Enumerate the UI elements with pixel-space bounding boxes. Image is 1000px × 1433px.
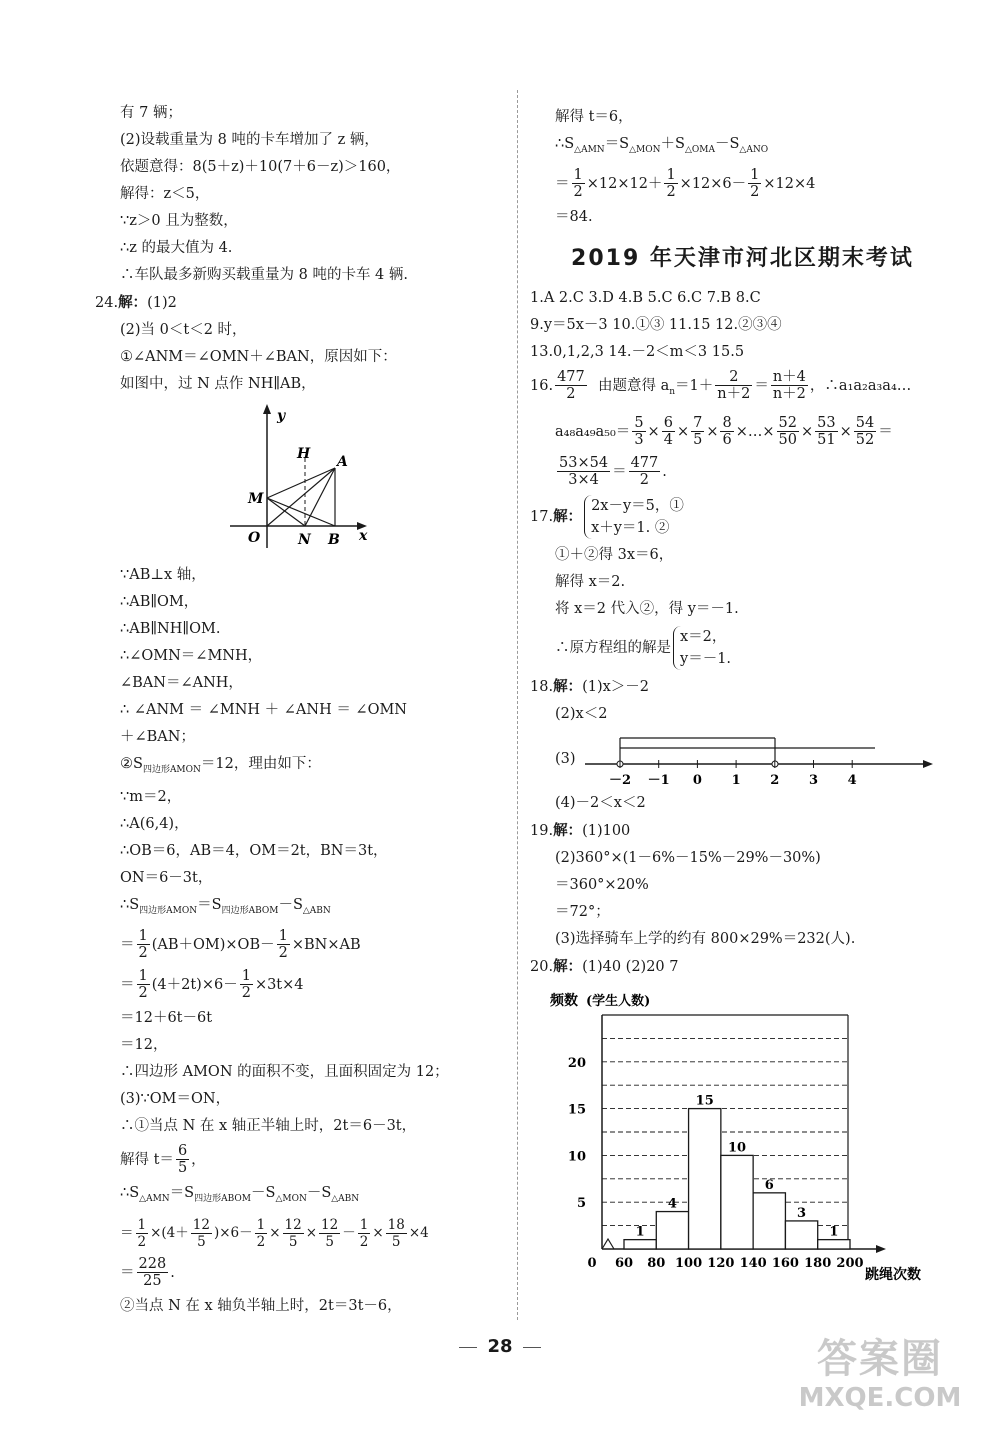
text-line: (2)360°×(1－6%－15%－29%－30%): [555, 849, 821, 866]
left-column: [95, 100, 510, 1320]
formula-line: a₄₈a₄₉a₅₀＝ $\frac{5}{3}$ × $\frac{6}{4}$ × $\frac{7}{5}$ × $\frac{8}{6}$ ×…× $\frac{52}{50}$ × $\frac{53}{51}$ × $\frac{54}{52}$ ＝: [555, 415, 893, 449]
question-20: 20.解：(1)40 (2)20 7: [530, 957, 679, 975]
numline-label: 2: [770, 772, 780, 788]
text-line: ①∠ANM＝∠OMN＋∠BAN，原因如下：: [120, 349, 397, 365]
y-tick-label: 10: [567, 1149, 586, 1165]
text-line: (2)x＜2: [555, 705, 608, 722]
text-line: 解得 t＝6，: [555, 109, 633, 125]
label-A: A: [337, 454, 348, 470]
answers-line: 9.y＝5x－3 10.①③ 11.15 12.②③④: [530, 316, 782, 333]
numline-label: 0: [692, 772, 702, 788]
histogram-bar: [624, 1239, 656, 1248]
histogram-bar: [818, 1239, 850, 1248]
x-tick-label: 0: [587, 1255, 597, 1271]
number-line: [585, 728, 965, 790]
histogram-bar: [656, 1211, 688, 1248]
question-18: 18.解：(1)x＞－2: [530, 677, 650, 695]
text-line: 解得：z＜5，: [120, 186, 210, 202]
numline-label: －2: [608, 772, 632, 788]
chart-ylabel-main: 频数: [550, 992, 578, 1009]
chart-x-arrow: [876, 1245, 886, 1253]
chart-xlabel: 跳绳次数: [865, 1266, 921, 1283]
number-line-row: (3) －2 －1 0 1 2 3 4: [530, 728, 955, 790]
text-line: (2)设载重量为 8 吨的卡车增加了 z 辆，: [120, 132, 379, 148]
text-line: ∵AB⊥x 轴，: [120, 567, 206, 583]
text-line: ON＝6－3t，: [120, 869, 213, 886]
y-tick-label: 20: [567, 1055, 586, 1071]
x-tick-label: 120: [707, 1255, 735, 1271]
y-tick-label: 15: [567, 1102, 586, 1118]
bar-value-label: 10: [727, 1140, 747, 1156]
histogram-bar: [753, 1193, 785, 1249]
bar-value-label: 3: [797, 1205, 807, 1221]
label-O: O: [248, 530, 261, 546]
formula-line: ＝ $\frac{1}{2}$ (4＋2t)×6－ $\frac{1}{2}$ ×3t×4: [120, 968, 304, 1002]
bar-value-label: 6: [764, 1177, 774, 1193]
text-line: ∴AB∥NH∥OM.: [120, 621, 221, 637]
text-line: 有 7 辆；: [120, 105, 182, 121]
text-line: ＝12，: [120, 1036, 168, 1053]
label-H: H: [297, 446, 311, 462]
text-line: ＋∠BAN；: [120, 729, 195, 745]
text-line: $②S_{四边形AMON}=12$，理由如下：: [120, 756, 321, 775]
right-column: [530, 104, 955, 1291]
text-line: ∠BAN＝∠ANH，: [120, 675, 243, 691]
x-tick-label: 100: [675, 1255, 703, 1271]
y-tick-label: 5: [576, 1195, 586, 1211]
histogram-bar: [785, 1221, 817, 1249]
text-line: $\therefore S_{\triangle AMN}=S_{\triangle MON}+S_{\triangle OMA}-S_{\triangle ANO}$: [555, 136, 769, 155]
text-line: 如图中，过 N 点作 NH∥AB，: [120, 376, 316, 392]
text-line: 依题意得：8(5＋z)＋10(7＋6－z)＞160，: [120, 159, 401, 175]
text-line: ∴z 的最大值为 4.: [120, 240, 233, 256]
text-line: ＝360°×20%: [555, 876, 649, 893]
text-line: ∵m＝2，: [120, 788, 182, 805]
text-line: ∴原方程组的解是 x＝2， y＝－1.: [530, 623, 955, 673]
text-line: ∴A(6,4)，: [120, 815, 189, 832]
text-line: ②当点 N 在 x 轴负半轴上时，2t＝3t－6，: [120, 1297, 402, 1314]
question-24: 24.解：(1)2: [95, 294, 177, 311]
watermark-logo: 答案圈 MXQE.COM: [798, 1336, 962, 1413]
x-tick-label: 180: [804, 1255, 832, 1271]
text-line: ∴OB＝6，AB＝4，OM＝2t，BN＝3t，: [120, 842, 388, 859]
text-line: $\therefore S_{四边形AMON}=S_{四边形ABOM}-S_{\triangle ABN}$: [120, 896, 331, 916]
text-line: ∴车队最多新购买载重量为 8 吨的卡车 4 辆.: [120, 267, 408, 283]
histogram-chart: [530, 987, 955, 1287]
label-N: N: [298, 532, 311, 548]
question-17: 17.解： 2x－y＝5，① x＋y＝1. ②: [530, 492, 955, 542]
text-line: ∵z＞0 且为整数，: [120, 213, 238, 229]
text-line: (2)当 0＜t＜2 时，: [120, 322, 247, 338]
text-line: $\therefore S_{\triangle AMN}=S_{四边形ABOM}-S_{\triangle MON}-S_{\triangle ABN}$: [120, 1184, 360, 1204]
text-line: ①＋②得 3x＝6，: [555, 546, 674, 563]
bar-value-label: 1: [829, 1224, 839, 1240]
histogram-bar: [689, 1108, 721, 1248]
label-y: y: [277, 408, 286, 424]
numline-label: 3: [808, 772, 819, 788]
text-line: (3)选择骑车上学的约有 800×29%＝232(人).: [555, 930, 856, 947]
label-x: x: [359, 528, 368, 544]
answers-line: 1.A 2.C 3.D 4.B 5.C 6.C 7.B 8.C: [530, 289, 761, 306]
x-tick-label: 140: [739, 1255, 767, 1271]
text-line: 解得 x＝2.: [555, 573, 626, 590]
bar-value-label: 15: [695, 1093, 714, 1109]
bar-value-label: 1: [635, 1224, 645, 1240]
text-line: 将 x＝2 代入②，得 y＝－1.: [555, 600, 739, 617]
text-line: ＝72°；: [555, 903, 610, 920]
formula-line: ＝ $\frac{228}{25}$ .: [120, 1256, 175, 1290]
x-tick-label: 200: [836, 1255, 864, 1271]
histogram-bar: [721, 1155, 753, 1249]
page-number: 28: [0, 1336, 1000, 1357]
question-19: 19.解：(1)100: [530, 821, 631, 839]
numline-label: 1: [731, 772, 741, 788]
formula-line: ＝ $\frac{1}{2}$ ×(4＋ $\frac{12}{5}$ )×6－ $\frac{1}{2}$ × $\frac{12}{5}$ × $\frac{12}{5}$ － $\frac{1}{2}$ × $\frac{18}{5}$ ×4: [120, 1216, 429, 1250]
bar-value-label: 4: [667, 1196, 677, 1212]
text-line: ∴四边形 AMON 的面积不变，且面积固定为 12；: [120, 1063, 449, 1080]
axis-break: [602, 1239, 614, 1249]
column-divider: [517, 90, 518, 1320]
question-16: 16. $\frac{477}{2}$ 由题意得 $a_n=1+$ $\frac{2}{n+2}$ ＝ $\frac{n+4}{n+2}$ ，∴a₁a₂a₃a₄…: [530, 369, 912, 403]
text-line: ＝84.: [555, 208, 593, 225]
geometry-figure: [95, 398, 510, 558]
label-M: M: [248, 491, 264, 507]
numline-label: －1: [647, 772, 670, 788]
numline-label: 4: [847, 772, 857, 788]
text-line: ＝12＋6t－6t: [120, 1009, 213, 1026]
text-line: (3)∵OM＝ON，: [120, 1090, 231, 1107]
text-line: ∴AB∥OM，: [120, 594, 199, 610]
text-line: ∴ ∠ANM ＝ ∠MNH ＋ ∠ANH ＝ ∠OMN: [120, 702, 407, 718]
formula-line: $\frac{53\times 54}{3\times 4}$ ＝ $\frac{477}{2}$ .: [559, 455, 667, 489]
x-tick-label: 80: [647, 1255, 666, 1271]
chart-ylabel-sub: (学生人数): [586, 993, 651, 1009]
formula-line: ＝ $\frac{1}{2}$ (AB＋OM)×OB－ $\frac{1}{2}$ ×BN×AB: [120, 928, 361, 962]
answers-line: 13.0,1,2,3 14.－2＜m＜3 15.5: [530, 343, 745, 360]
x-tick-label: 60: [614, 1255, 634, 1271]
label-B: B: [328, 532, 340, 548]
formula-line: ＝ $\frac{1}{2}$ ×12×12＋ $\frac{1}{2}$ ×12×6－ $\frac{1}{2}$ ×12×4: [555, 167, 816, 201]
text-line: (4)－2＜x＜2: [555, 794, 646, 811]
x-tick-label: 160: [771, 1255, 799, 1271]
section-title: 2019 年天津市河北区期末考试: [571, 245, 914, 271]
text-line: ∴∠OMN＝∠MNH，: [120, 648, 263, 664]
text-line: ∴①当点 N 在 x 轴正半轴上时，2t＝6－3t，: [120, 1117, 417, 1134]
formula-line: 解得 t＝ $\frac{6}{5}$ ，: [120, 1143, 206, 1177]
